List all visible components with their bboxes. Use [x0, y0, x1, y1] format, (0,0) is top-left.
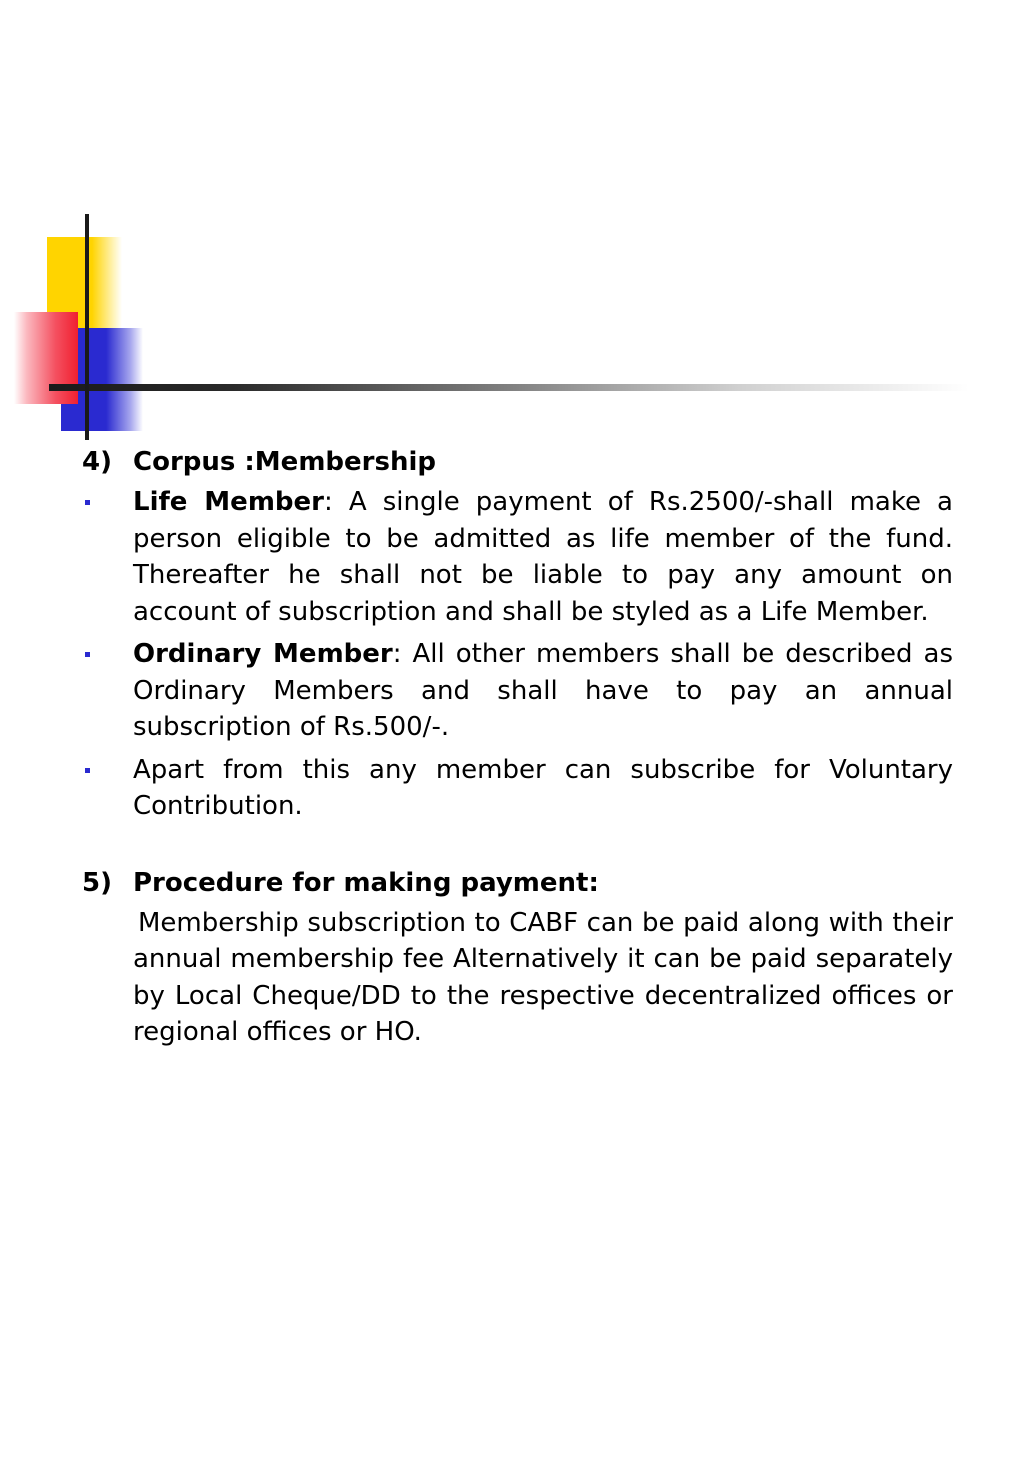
section-title: Corpus :Membership	[133, 447, 436, 477]
bullet-life-member	[82, 484, 953, 630]
slide-content	[82, 440, 953, 1051]
procedure-paragraph: Membership subscription to CABF can be paid along with their annual membership fee Alternatively it can be paid separately by Local Cheque/DD to the respective decentralized offices or regional offices or HO.	[133, 907, 953, 1047]
section-heading-procedure	[82, 861, 953, 905]
bullet-description: : A single payment of Rs.2500/-shall make a person eligible to be admitted as life member of the fund. Thereafter he shall not be liable to pay any amount on account of subscription and shall be styled as a Life Member.	[133, 487, 953, 627]
square-bullet-icon	[85, 768, 90, 773]
bullet-description: Apart from this any member can subscribe for Voluntary Contribution.	[133, 754, 953, 821]
decor-vertical-rule	[85, 214, 89, 440]
section-heading-corpus	[82, 440, 953, 484]
bullet-term: Ordinary Member	[133, 639, 393, 669]
bullet-voluntary-contribution	[82, 752, 953, 825]
section-number: 4)	[82, 447, 112, 477]
square-bullet-icon	[85, 652, 90, 657]
slide-decoration	[0, 0, 1024, 460]
square-bullet-icon	[85, 500, 90, 505]
bullet-description: : All other members shall be described as Ordinary Members and shall have to pay an annual subscription of Rs.500/-.	[133, 639, 953, 742]
bullet-ordinary-member	[82, 636, 953, 746]
decor-horizontal-rule	[49, 384, 969, 391]
section-title: Procedure for making payment:	[133, 867, 599, 898]
bullet-term: Life Member	[133, 487, 324, 517]
section-number: 5)	[82, 867, 112, 898]
